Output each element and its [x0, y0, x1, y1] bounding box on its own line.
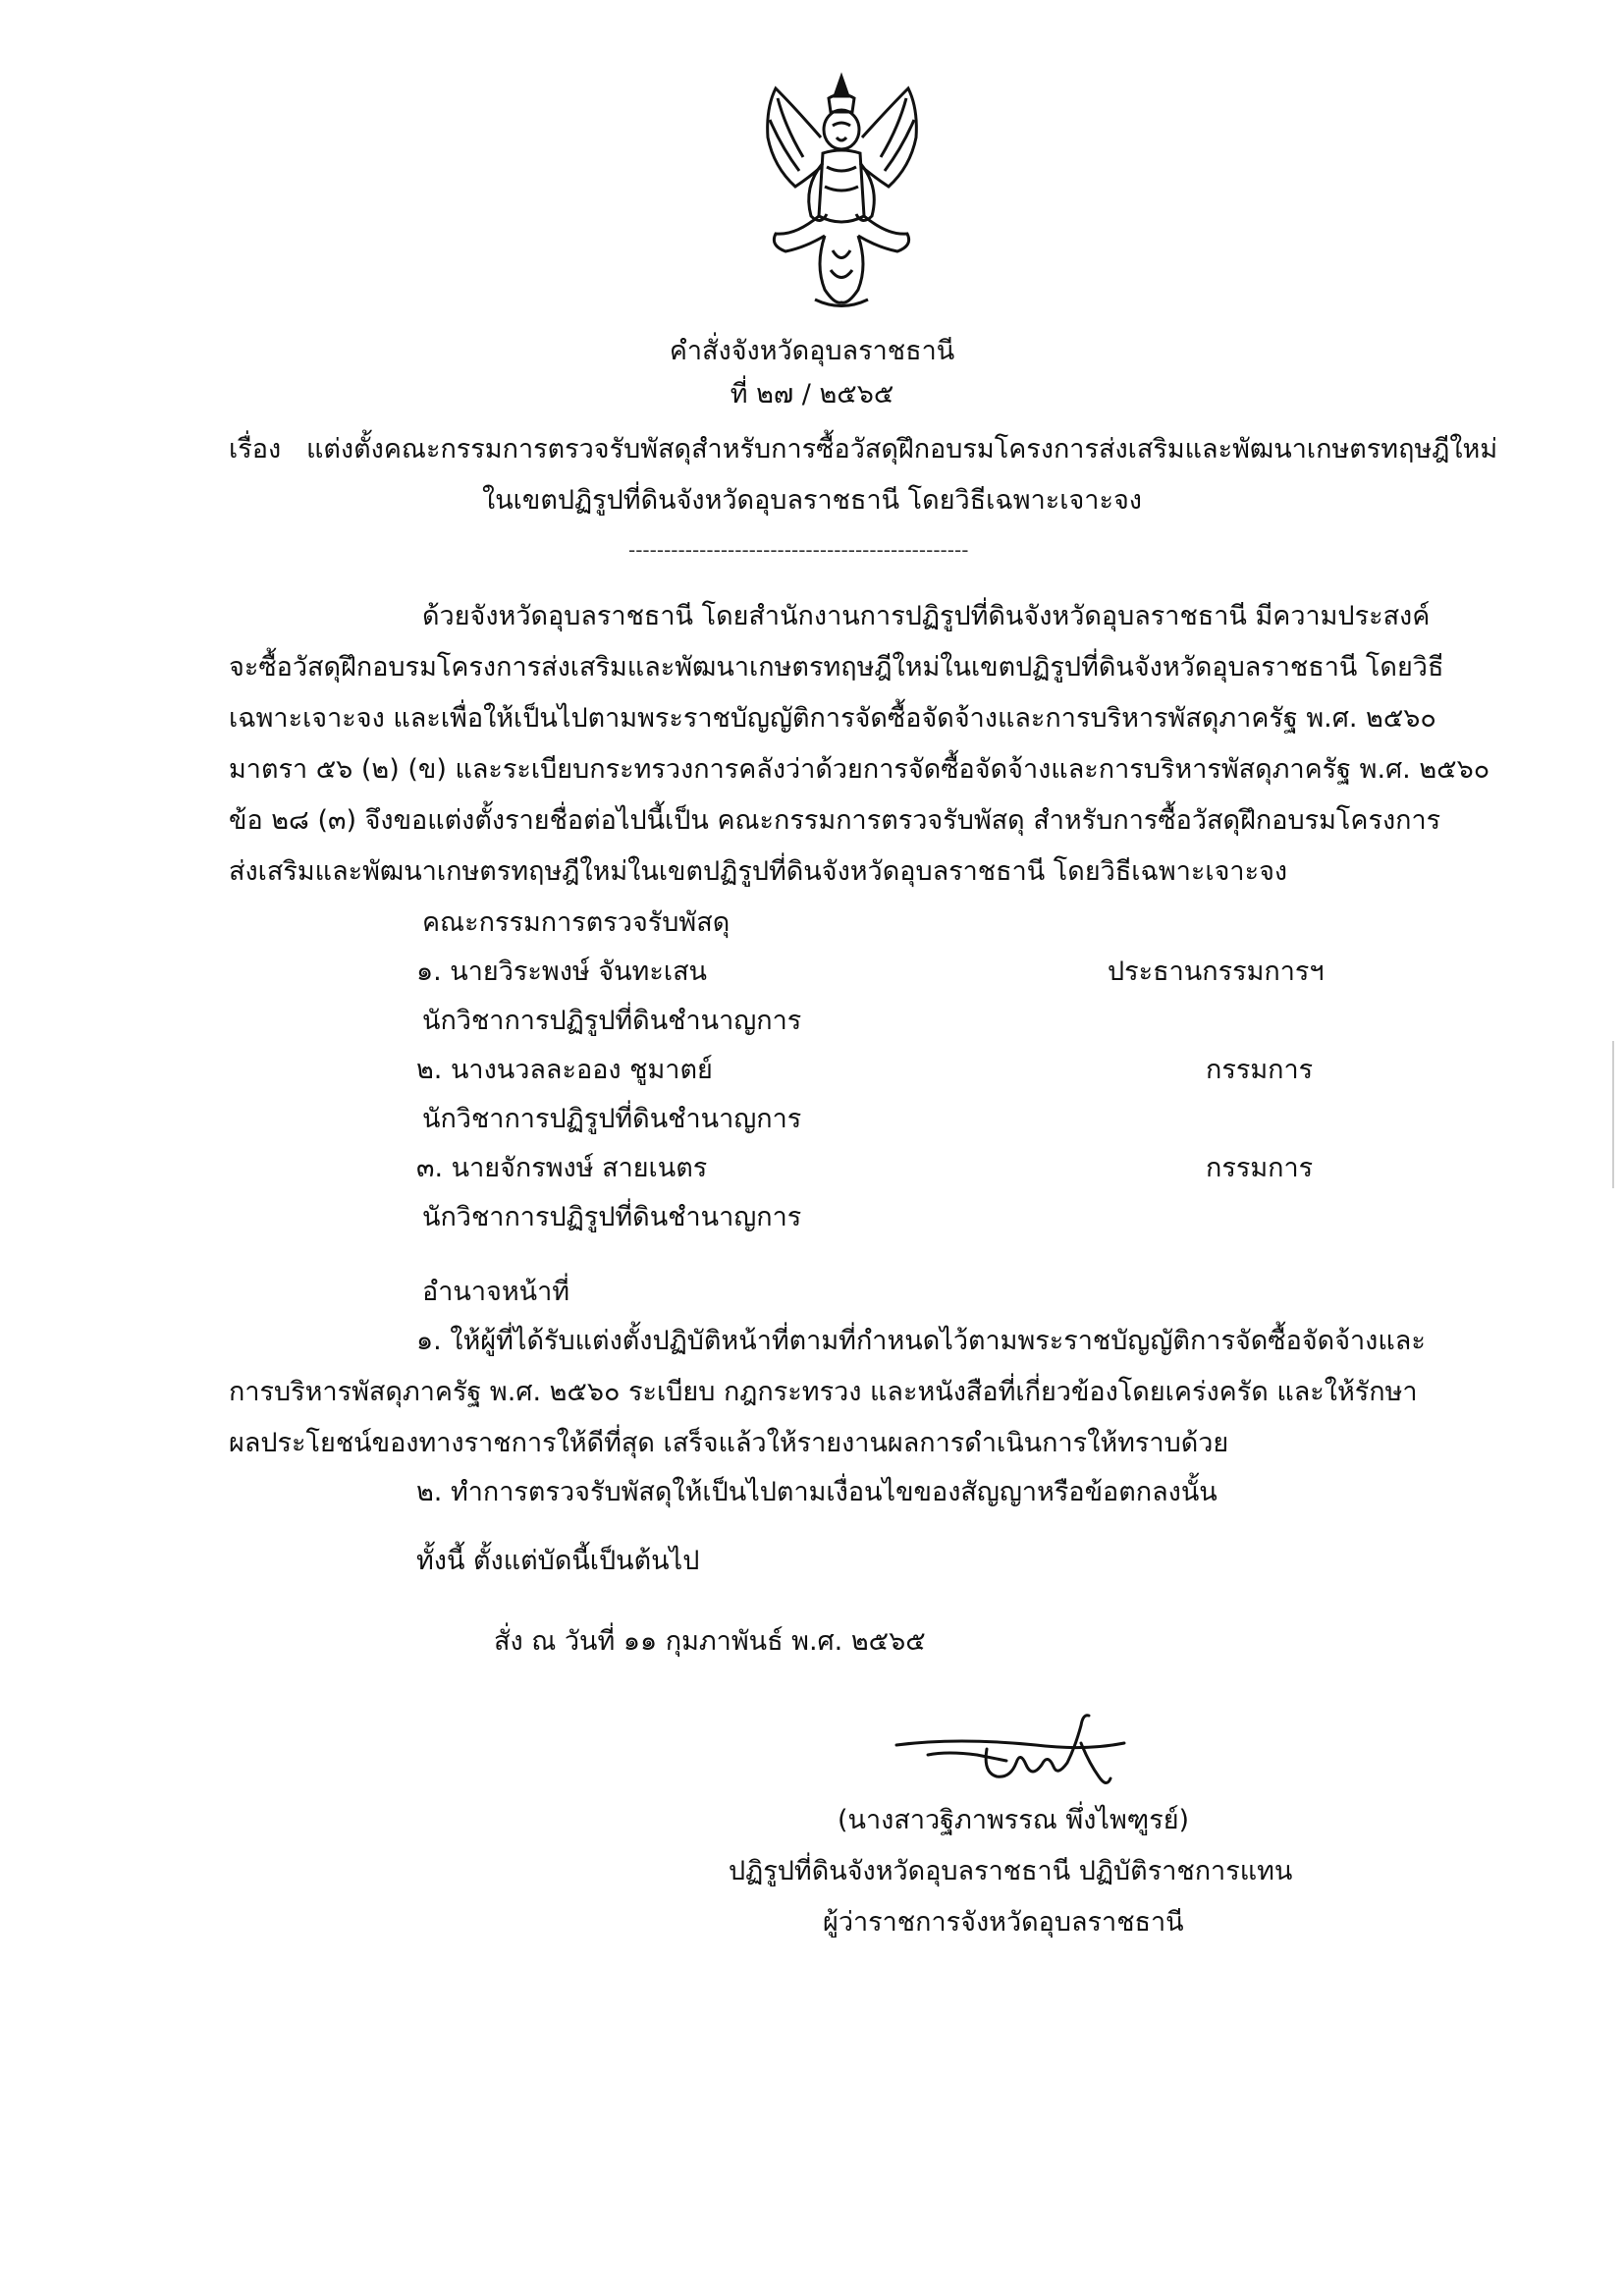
order-title: คำสั่งจังหวัดอุบลราชธานี: [669, 336, 955, 366]
subject-line-2: ในเขตปฏิรูปที่ดินจังหวัดอุบลราชธานี โดยวิธีเฉพาะเจาะจง: [482, 485, 1142, 516]
duty-1-line-3: ผลประโยชน์ของทางราชการให้ดีที่สุด เสร็จแล้วให้รายงานผลการดำเนินการให้ทราบด้วย: [229, 1428, 1229, 1458]
intro-line-6: ส่งเสริมและพัฒนาเกษตรทฤษฎีใหม่ในเขตปฏิรูปที่ดินจังหวัดอุบลราชธานี โดยวิธีเฉพาะเจาะจง: [229, 856, 1288, 887]
member-3-name: ๓. นายจักรพงษ์ สายเนตร: [416, 1153, 708, 1183]
member-1-title: นักวิชาการปฏิรูปที่ดินชำนาญการ: [422, 1006, 802, 1036]
garuda-emblem-icon: [756, 69, 928, 314]
committee-heading: คณะกรรมการตรวจรับพัสดุ: [422, 907, 731, 938]
duty-2: ๒. ทำการตรวจรับพัสดุให้เป็นไปตามเงื่อนไขของสัญญาหรือข้อตกลงนั้น: [416, 1477, 1218, 1507]
order-number: ที่ ๒๗ / ๒๕๖๕: [730, 379, 894, 410]
member-2-role: กรรมการ: [1206, 1055, 1314, 1085]
effective-statement: ทั้งนี้ ตั้งแต่บัดนี้เป็นต้นไป: [416, 1546, 700, 1576]
duties-heading: อำนาจหน้าที่: [422, 1277, 570, 1307]
header-divider: ------------------------------------------------: [628, 538, 969, 562]
member-1-name: ๑. นายวิระพงษ์ จันทะเสน: [416, 956, 708, 987]
member-1-role: ประธานกรรมการฯ: [1108, 956, 1325, 987]
intro-line-4: มาตรา ๕๖ (๒) (ข) และระเบียบกระทรวงการคลังว่าด้วยการจัดซื้อจัดจ้างและการบริหารพัสดุภาครัฐ พ.ศ. ๒๕๖๐: [229, 754, 1490, 785]
member-3-role: กรรมการ: [1206, 1153, 1314, 1183]
intro-line-5: ข้อ ๒๘ (๓) จึงขอแต่งตั้งรายชื่อต่อไปนี้เป็น คณะกรรมการตรวจรับพัสดุ สำหรับการซื้อวัสดุฝึกอบรมโครงการ: [229, 805, 1441, 836]
signer-position-1: ปฏิรูปที่ดินจังหวัดอุบลราชธานี ปฏิบัติราชการแทน: [729, 1856, 1293, 1886]
intro-line-1: ด้วยจังหวัดอุบลราชธานี โดยสำนักงานการปฏิรูปที่ดินจังหวัดอุบลราชธานี มีความประสงค์: [422, 601, 1431, 631]
member-3-title: นักวิชาการปฏิรูปที่ดินชำนาญการ: [422, 1202, 802, 1232]
duty-1-line-2: การบริหารพัสดุภาครัฐ พ.ศ. ๒๕๖๐ ระเบียบ กฎกระทรวง และหนังสือที่เกี่ยวข้องโดยเคร่งครัด และให้รักษา: [229, 1377, 1418, 1407]
signer-name: (นางสาวฐิภาพรรณ พึ่งไพฑูรย์): [838, 1805, 1190, 1835]
handwritten-signature: [889, 1704, 1154, 1797]
intro-line-3: เฉพาะเจาะจง และเพื่อให้เป็นไปตามพระราชบัญญัติการจัดซื้อจัดจ้างและการบริหารพัสดุภาครัฐ พ.ศ. ๒๕๖๐: [229, 703, 1436, 734]
intro-line-2: จะซื้อวัสดุฝึกอบรมโครงการส่งเสริมและพัฒนาเกษตรทฤษฎีใหม่ในเขตปฏิรูปที่ดินจังหวัดอุบลราชธานี โดยวิธี: [229, 652, 1444, 683]
member-2-name: ๒. นางนวลละออง ชูมาตย์: [416, 1055, 713, 1085]
member-2-title: นักวิชาการปฏิรูปที่ดินชำนาญการ: [422, 1104, 802, 1134]
signer-position-2: ผู้ว่าราชการจังหวัดอุบลราชธานี: [823, 1907, 1184, 1938]
subject-label: เรื่อง: [229, 434, 282, 464]
ordered-date: สั่ง ณ วันที่ ๑๑ กุมภาพันธ์ พ.ศ. ๒๕๖๕: [494, 1626, 926, 1657]
duty-1-line-1: ๑. ให้ผู้ที่ได้รับแต่งตั้งปฏิบัติหน้าที่ตามที่กำหนดไว้ตามพระราชบัญญัติการจัดซื้อจัดจ้างและ: [416, 1326, 1426, 1356]
scan-edge-mark: [1612, 1041, 1614, 1188]
subject-line-1: แต่งตั้งคณะกรรมการตรวจรับพัสดุสำหรับการซื้อวัสดุฝึกอบรมโครงการส่งเสริมและพัฒนาเกษตรทฤษฎีใหม่: [306, 434, 1498, 464]
